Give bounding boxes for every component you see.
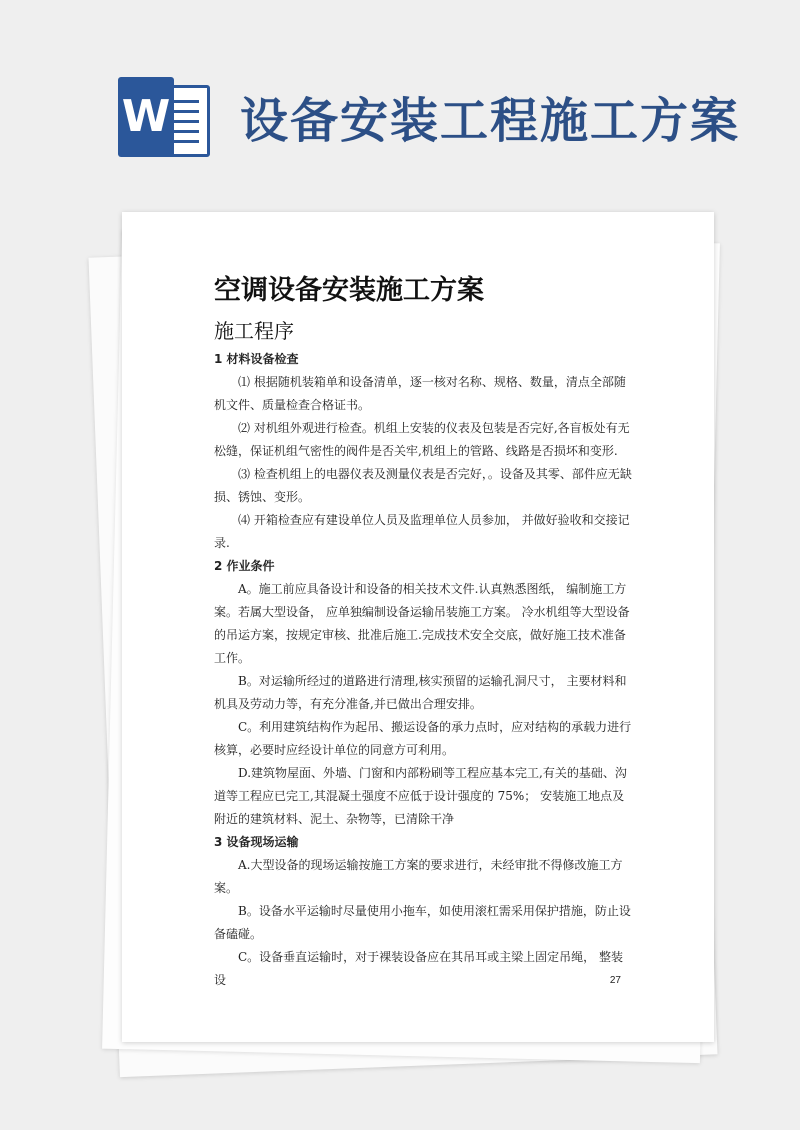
paragraph: ⑷ 开箱检查应有建设单位人员及监理单位人员参加， 并做好验收和交接记录.	[214, 513, 630, 550]
document-body	[214, 348, 634, 992]
paragraph: D.建筑物屋面、外墙、门窗和内部粉刷等工程应基本完工,有关的基础、沟道等工程应已完工,其混凝土强度不应低于设计强度的 75%； 安装施工地点及附近的建筑材料、泥土、杂物等，已清除干净	[214, 766, 627, 826]
paragraph: B。对运输所经过的道路进行清理,核实预留的运输孔洞尺寸， 主要材料和机具及劳动力等，有充分准备,并已做出合理安排。	[214, 674, 627, 711]
document-title: 空调设备安装施工方案	[214, 275, 484, 306]
document-subtitle: 施工程序	[214, 319, 294, 343]
document-page	[122, 212, 714, 1042]
section-heading: 2 作业条件	[214, 559, 275, 573]
section-heading: 1 材料设备检查	[214, 352, 299, 366]
section-heading: 3 设备现场运输	[214, 835, 299, 849]
paragraph: A.大型设备的现场运输按施工方案的要求进行，未经审批不得修改施工方案。	[214, 858, 623, 895]
banner-title: 设备安装工程施工方案	[240, 93, 741, 149]
page-number: 27	[609, 975, 621, 986]
word-badge: W	[118, 77, 174, 157]
paragraph: ⑴ 根据随机装箱单和设备清单，逐一核对名称、规格、数量，清点全部随机文件、质量检查合格证书。	[214, 375, 626, 412]
paragraph: ⑵ 对机组外观进行检查。机组上安装的仪表及包装是否完好,各盲板处有无松缝，保证机组气密性的阀件是否关牢,机组上的管路、线路是否损坏和变形.	[214, 421, 630, 458]
banner	[0, 0, 800, 190]
paragraph: B。设备水平运输时尽量使用小拖车，如使用滚杠需采用保护措施，防止设备磕碰。	[214, 904, 631, 941]
paragraph: C。设备垂直运输时，对于裸装设备应在其吊耳或主梁上固定吊绳， 整装设	[214, 950, 623, 987]
word-document-icon	[118, 77, 214, 157]
paragraph: C。利用建筑结构作为起吊、搬运设备的承力点时，应对结构的承载力进行核算，必要时应经设计单位的同意方可利用。	[214, 720, 632, 757]
paragraph: A。施工前应具备设计和设备的相关技术文件.认真熟悉图纸， 编制施工方案。若属大型设备， 应单独编制设备运输吊装施工方案。 冷水机组等大型设备的吊运方案，按规定审核、批准后施工.完成技术安全交底，做好施工技术准备工作。	[214, 582, 630, 665]
paragraph: ⑶ 检查机组上的电器仪表及测量仪表是否完好，。设备及其零、部件应无缺损、锈蚀、变形。	[214, 467, 632, 504]
